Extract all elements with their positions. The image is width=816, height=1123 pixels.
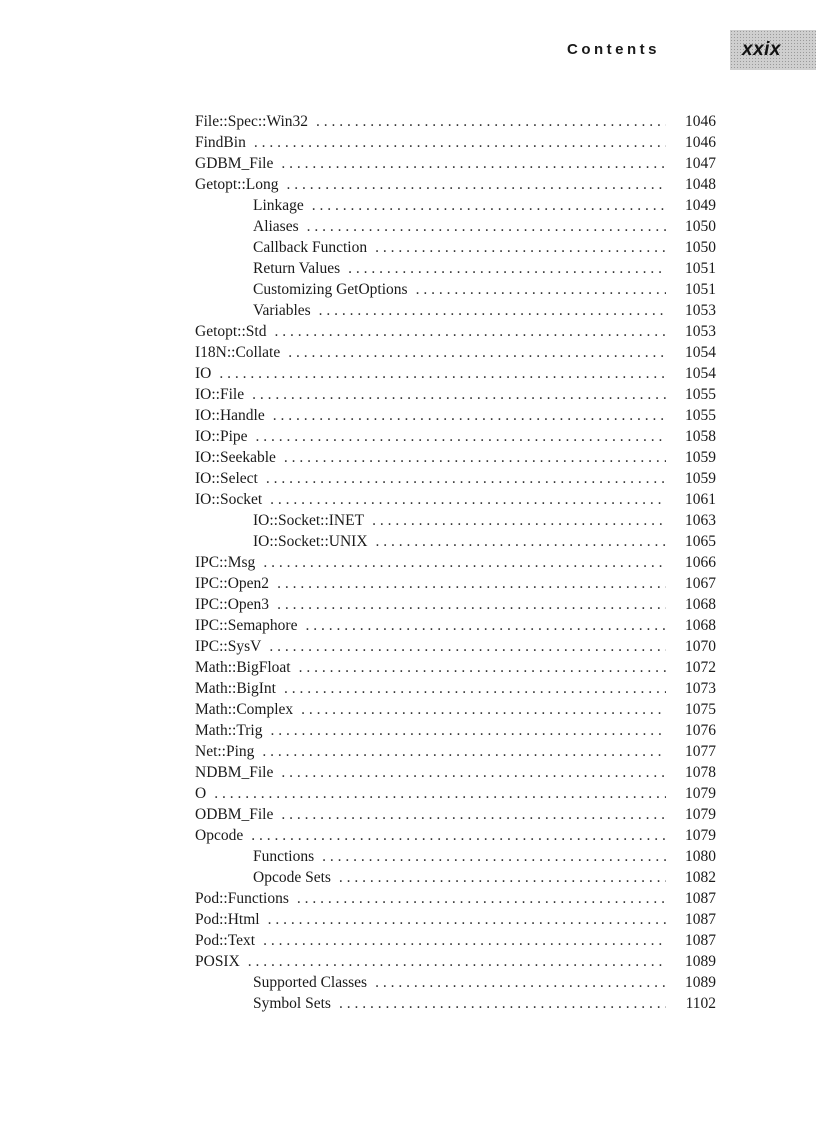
toc-entry-title: Aliases xyxy=(253,218,299,235)
toc-entry xyxy=(195,699,716,720)
toc-entry xyxy=(195,531,716,552)
toc-entry xyxy=(195,573,716,594)
toc-entry-title: IPC::Semaphore xyxy=(195,617,298,634)
dot-leader xyxy=(339,867,666,888)
dot-leader xyxy=(254,132,666,153)
toc-entry xyxy=(195,405,716,426)
dot-leader xyxy=(268,909,666,930)
toc-entry xyxy=(195,510,716,531)
dot-leader xyxy=(277,594,666,615)
dot-leader xyxy=(281,762,666,783)
toc-entry-title: NDBM_File xyxy=(195,764,274,781)
toc-entry-page-number: 1073 xyxy=(685,680,716,697)
toc-entry xyxy=(195,489,716,510)
toc-entry-page-number: 1051 xyxy=(685,260,716,277)
toc-entry-title: Pod::Text xyxy=(195,932,256,949)
dot-leader xyxy=(375,237,666,258)
dot-leader xyxy=(319,300,666,321)
toc-entry xyxy=(195,888,716,909)
toc-entry-title: Variables xyxy=(253,302,311,319)
toc-entry-page-number: 1080 xyxy=(685,848,716,865)
toc-entry xyxy=(195,741,716,762)
dot-leader xyxy=(251,825,666,846)
toc-entry-page-number: 1089 xyxy=(685,953,716,970)
toc-entry-page-number: 1068 xyxy=(685,596,716,613)
toc-entry-page-number: 1046 xyxy=(685,113,716,130)
toc-entry xyxy=(195,804,716,825)
toc-entry-title: FindBin xyxy=(195,134,246,151)
toc-entry-page-number: 1079 xyxy=(685,785,716,802)
toc-entry xyxy=(195,447,716,468)
toc-entry-page-number: 1049 xyxy=(685,197,716,214)
dot-leader xyxy=(274,321,666,342)
dot-leader xyxy=(262,741,666,762)
dot-leader xyxy=(270,720,666,741)
toc-entry-page-number: 1079 xyxy=(685,827,716,844)
toc-entry-title: Math::Trig xyxy=(195,722,263,739)
dot-leader xyxy=(270,489,666,510)
toc-entry xyxy=(195,258,716,279)
toc-entry-page-number: 1050 xyxy=(685,218,716,235)
dot-leader xyxy=(301,699,666,720)
toc-entry-title: Math::BigInt xyxy=(195,680,276,697)
toc-entry xyxy=(195,825,716,846)
toc-entry-title: IO xyxy=(195,365,212,382)
toc-entry-title: IO::Pipe xyxy=(195,428,248,445)
toc-entry-page-number: 1063 xyxy=(685,512,716,529)
toc-entry-title: GDBM_File xyxy=(195,155,274,172)
dot-leader xyxy=(219,363,666,384)
toc-entry xyxy=(195,363,716,384)
toc-entry xyxy=(195,993,716,1014)
toc-entry-page-number: 1077 xyxy=(685,743,716,760)
dot-leader xyxy=(348,258,666,279)
toc-entry xyxy=(195,636,716,657)
dot-leader xyxy=(256,426,666,447)
toc-entry xyxy=(195,237,716,258)
toc-entry xyxy=(195,216,716,237)
page-number: xxix xyxy=(742,39,781,60)
dot-leader xyxy=(263,552,666,573)
toc-entry xyxy=(195,384,716,405)
toc-entry-page-number: 1054 xyxy=(685,344,716,361)
table-of-contents xyxy=(195,111,716,1014)
toc-entry-page-number: 1048 xyxy=(685,176,716,193)
toc-entry-page-number: 1055 xyxy=(685,407,716,424)
toc-entry xyxy=(195,174,716,195)
dot-leader xyxy=(339,993,666,1014)
running-header-section-title: Contents xyxy=(567,41,660,58)
toc-entry xyxy=(195,321,716,342)
dot-leader xyxy=(281,804,666,825)
dot-leader xyxy=(273,405,666,426)
toc-entry-page-number: 1068 xyxy=(685,617,716,634)
dot-leader xyxy=(416,279,666,300)
toc-entry xyxy=(195,195,716,216)
dot-leader xyxy=(252,384,666,405)
dot-leader xyxy=(248,951,666,972)
dot-leader xyxy=(307,216,666,237)
toc-entry-page-number: 1050 xyxy=(685,239,716,256)
dot-leader xyxy=(299,657,666,678)
dot-leader xyxy=(305,615,666,636)
dot-leader xyxy=(322,846,666,867)
dot-leader xyxy=(266,468,666,489)
dot-leader xyxy=(312,195,666,216)
toc-entry-title: IO::Seekable xyxy=(195,449,276,466)
dot-leader xyxy=(288,342,666,363)
toc-entry xyxy=(195,657,716,678)
dot-leader xyxy=(297,888,666,909)
toc-entry-title: IPC::Open3 xyxy=(195,596,270,613)
dot-leader xyxy=(277,573,666,594)
toc-entry xyxy=(195,468,716,489)
dot-leader xyxy=(281,153,666,174)
toc-entry xyxy=(195,720,716,741)
toc-entry-title: Customizing GetOptions xyxy=(253,281,408,298)
toc-entry-title: IO::Socket::INET xyxy=(253,512,365,529)
toc-entry xyxy=(195,846,716,867)
toc-entry xyxy=(195,762,716,783)
toc-entry-title: Functions xyxy=(253,848,315,865)
toc-entry xyxy=(195,678,716,699)
toc-entry-title: Opcode xyxy=(195,827,244,844)
toc-entry-title: Net::Ping xyxy=(195,743,255,760)
toc-entry-title: Pod::Functions xyxy=(195,890,289,907)
toc-entry-title: IO::Socket::UNIX xyxy=(253,533,368,550)
toc-entry-page-number: 1087 xyxy=(685,890,716,907)
dot-leader xyxy=(375,972,666,993)
toc-entry-title: Return Values xyxy=(253,260,341,277)
toc-entry xyxy=(195,909,716,930)
toc-entry xyxy=(195,783,716,804)
toc-entry-title: File::Spec::Win32 xyxy=(195,113,309,130)
toc-entry-page-number: 1075 xyxy=(685,701,716,718)
toc-entry-page-number: 1059 xyxy=(685,449,716,466)
toc-entry-page-number: 1054 xyxy=(685,365,716,382)
toc-entry-title: IO::Socket xyxy=(195,491,263,508)
toc-entry xyxy=(195,111,716,132)
toc-entry-title: I18N::Collate xyxy=(195,344,281,361)
toc-entry xyxy=(195,132,716,153)
toc-entry-page-number: 1059 xyxy=(685,470,716,487)
toc-entry-page-number: 1055 xyxy=(685,386,716,403)
toc-entry-title: IO::File xyxy=(195,386,245,403)
toc-entry xyxy=(195,552,716,573)
toc-entry xyxy=(195,867,716,888)
dot-leader xyxy=(284,447,666,468)
toc-entry-title: IO::Handle xyxy=(195,407,265,424)
toc-entry-page-number: 1102 xyxy=(685,995,716,1012)
toc-entry xyxy=(195,594,716,615)
toc-entry-page-number: 1072 xyxy=(685,659,716,676)
toc-entry-page-number: 1053 xyxy=(685,323,716,340)
toc-entry-title: IPC::SysV xyxy=(195,638,262,655)
toc-entry-page-number: 1079 xyxy=(685,806,716,823)
toc-entry-page-number: 1070 xyxy=(685,638,716,655)
toc-entry xyxy=(195,153,716,174)
dot-leader xyxy=(287,174,666,195)
toc-entry-title: Callback Function xyxy=(253,239,368,256)
toc-entry-page-number: 1089 xyxy=(685,974,716,991)
toc-entry xyxy=(195,615,716,636)
dot-leader xyxy=(284,678,666,699)
toc-entry-page-number: 1058 xyxy=(685,428,716,445)
toc-entry-title: Math::Complex xyxy=(195,701,294,718)
toc-entry-title: IPC::Msg xyxy=(195,554,256,571)
toc-entry-title: POSIX xyxy=(195,953,240,970)
toc-entry xyxy=(195,930,716,951)
toc-entry-title: Getopt::Std xyxy=(195,323,267,340)
toc-entry-title: Symbol Sets xyxy=(253,995,331,1012)
toc-entry-page-number: 1066 xyxy=(685,554,716,571)
toc-entry-page-number: 1078 xyxy=(685,764,716,781)
toc-entry-title: Pod::Html xyxy=(195,911,260,928)
dot-leader xyxy=(316,111,666,132)
toc-entry-page-number: 1047 xyxy=(685,155,716,172)
dot-leader xyxy=(376,531,666,552)
toc-entry xyxy=(195,426,716,447)
toc-entry xyxy=(195,951,716,972)
page-number-box xyxy=(730,30,816,70)
toc-entry xyxy=(195,972,716,993)
toc-entry-page-number: 1082 xyxy=(685,869,716,886)
toc-entry-page-number: 1067 xyxy=(685,575,716,592)
toc-entry-title: O xyxy=(195,785,207,802)
toc-entry-title: IO::Select xyxy=(195,470,258,487)
toc-entry xyxy=(195,300,716,321)
toc-entry-page-number: 1046 xyxy=(685,134,716,151)
dot-leader xyxy=(214,783,666,804)
toc-entry-page-number: 1065 xyxy=(685,533,716,550)
toc-entry-page-number: 1061 xyxy=(685,491,716,508)
dot-leader xyxy=(269,636,666,657)
toc-entry-title: Opcode Sets xyxy=(253,869,331,886)
toc-entry-page-number: 1053 xyxy=(685,302,716,319)
toc-entry-page-number: 1087 xyxy=(685,932,716,949)
toc-entry-title: Linkage xyxy=(253,197,304,214)
toc-entry-title: ODBM_File xyxy=(195,806,274,823)
dot-leader xyxy=(372,510,666,531)
toc-entry-page-number: 1076 xyxy=(685,722,716,739)
toc-entry-page-number: 1087 xyxy=(685,911,716,928)
toc-entry xyxy=(195,279,716,300)
dot-leader xyxy=(263,930,666,951)
toc-entry-title: Supported Classes xyxy=(253,974,368,991)
toc-entry-title: IPC::Open2 xyxy=(195,575,270,592)
toc-entry-title: Getopt::Long xyxy=(195,176,279,193)
toc-entry-title: Math::BigFloat xyxy=(195,659,291,676)
toc-entry-page-number: 1051 xyxy=(685,281,716,298)
toc-entry xyxy=(195,342,716,363)
